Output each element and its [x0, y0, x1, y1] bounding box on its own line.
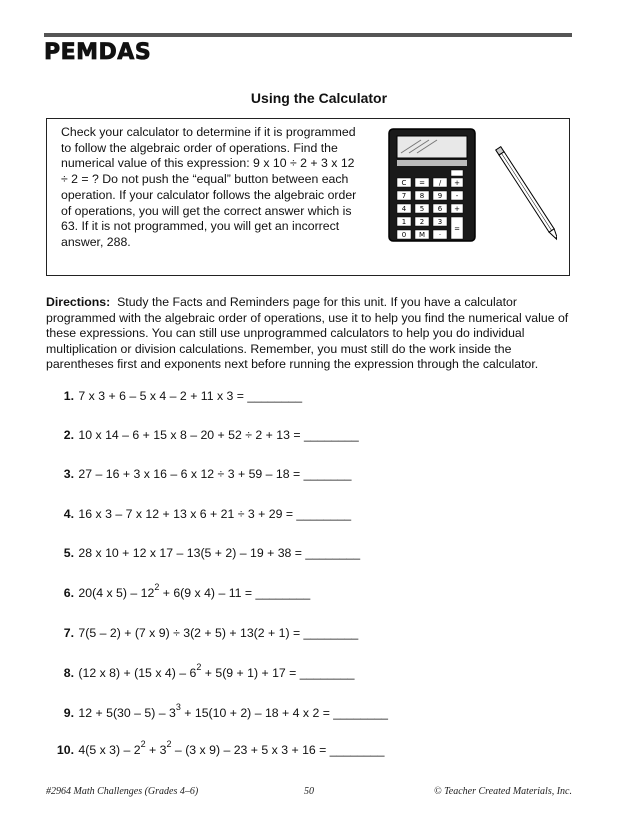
svg-text:7: 7 — [401, 192, 407, 200]
problem-number: 1. — [63, 389, 74, 403]
problem-7 — [46, 625, 496, 641]
svg-text:C: C — [401, 179, 407, 187]
calculator-pencil-illustration — [387, 127, 557, 267]
problem-2 — [46, 427, 496, 443]
problem-expression: 4(5 x 3) – 2 — [78, 743, 141, 757]
directions — [46, 295, 576, 373]
header-rule — [44, 33, 572, 37]
problem-expression: 10 x 14 – 6 + 15 x 8 – 20 + 52 ÷ 2 + 13 = ________ — [78, 428, 359, 442]
problem-6 — [46, 582, 496, 601]
directions-text: Study the Facts and Reminders page for this unit. If you have a calculator programmed with the algebraic order of operations, use it to help you find the numerical value of these expressions. You can still use unprogrammed calculators to help you do individual multiplication or division calculations. Remember, you must still do the work inside the parentheses first and exponents next before running the expression through the calculator. — [46, 295, 569, 371]
footer-book-title: #2964 Math Challenges (Grades 4–6) — [46, 786, 199, 797]
svg-text:·: · — [438, 231, 442, 239]
problem-expression: 20(4 x 5) – 12 — [78, 586, 155, 600]
problem-expression-rest: + 5(9 + 1) + 17 = ________ — [201, 666, 355, 680]
problem-expression-rest: + 15(10 + 2) – 18 + 4 x 2 = ________ — [180, 706, 389, 720]
svg-text:1: 1 — [401, 218, 407, 226]
exponent: 3 — [175, 702, 181, 712]
exponent: 2 — [166, 739, 172, 749]
problem-expression-rest: – (3 x 9) – 23 + 5 x 3 + 16 = ________ — [171, 743, 385, 757]
brand-title: PEMDAS — [44, 40, 152, 65]
problem-number: 6. — [63, 586, 74, 600]
svg-text:=: = — [419, 179, 425, 187]
footer-page-number: 50 — [304, 786, 314, 797]
problem-8 — [46, 662, 496, 681]
intro-box — [46, 118, 570, 276]
problem-4 — [46, 506, 496, 522]
svg-text:0: 0 — [401, 231, 407, 239]
svg-text:5: 5 — [419, 205, 425, 213]
svg-text:2: 2 — [419, 218, 425, 226]
intro-text: Check your calculator to determine if it is programmed to follow the algebraic order of operations. Find the numerical value of this expression: 9 x 10 ÷ 2 + 3 x 12 ÷ 2 = ? Do not push the “equal” button between each operation. If your calculator follows the algebraic order of operations, you will get the correct answer which is 63. If it is not programmed, you will get an incorrect answer, 288. — [61, 125, 357, 249]
problem-number: 4. — [63, 507, 74, 521]
problem-number: 7. — [63, 626, 74, 640]
problem-expression: 7(5 – 2) + (7 x 9) ÷ 3(2 + 5) + 13(2 + 1) = ________ — [78, 626, 359, 640]
problem-number: 5. — [63, 546, 74, 560]
svg-text:-: - — [455, 192, 459, 200]
problem-10 — [46, 739, 496, 758]
svg-text:+: + — [454, 179, 460, 187]
problem-5 — [46, 545, 496, 561]
problem-expression-rest: + 6(9 x 4) – 11 = ________ — [159, 586, 311, 600]
problem-expression: 27 – 16 + 3 x 16 – 6 x 12 ÷ 3 + 59 – 18 = _______ — [78, 467, 352, 481]
problem-number: 8. — [63, 666, 74, 680]
problem-number: 2. — [63, 428, 74, 442]
problem-number: 9. — [63, 706, 74, 720]
svg-text:8: 8 — [419, 192, 425, 200]
exponent: 2 — [196, 662, 202, 672]
problem-expression: 28 x 10 + 12 x 17 – 13(5 + 2) – 19 + 38 = ________ — [78, 546, 361, 560]
problem-expression: (12 x 8) + (15 x 4) – 6 — [78, 666, 197, 680]
problem-1 — [46, 388, 496, 404]
svg-text:+: + — [454, 205, 460, 213]
svg-text:M: M — [418, 231, 426, 239]
exponent: 2 — [154, 582, 160, 592]
problem-expression: 7 x 3 + 6 – 5 x 4 – 2 + 11 x 3 = ________ — [78, 389, 303, 403]
svg-text:4: 4 — [401, 205, 407, 213]
svg-text:6: 6 — [437, 205, 443, 213]
problem-9 — [46, 702, 496, 721]
svg-text:9: 9 — [437, 192, 443, 200]
problem-expression: 16 x 3 – 7 x 12 + 13 x 6 + 21 ÷ 3 + 29 = ________ — [78, 507, 352, 521]
svg-text:/: / — [438, 179, 442, 187]
problem-number: 3. — [63, 467, 74, 481]
footer-copyright: © Teacher Created Materials, Inc. — [434, 786, 572, 797]
problem-expression-mid: + 3 — [145, 743, 167, 757]
svg-text:3: 3 — [437, 218, 443, 226]
problem-expression: 12 + 5(30 – 5) – 3 — [78, 706, 176, 720]
directions-label: Directions: — [46, 295, 111, 309]
problem-number: 10. — [56, 743, 74, 757]
exponent: 2 — [140, 739, 146, 749]
problem-3 — [46, 466, 496, 482]
svg-text:=: = — [454, 225, 460, 233]
page-subtitle: Using the Calculator — [250, 90, 388, 106]
